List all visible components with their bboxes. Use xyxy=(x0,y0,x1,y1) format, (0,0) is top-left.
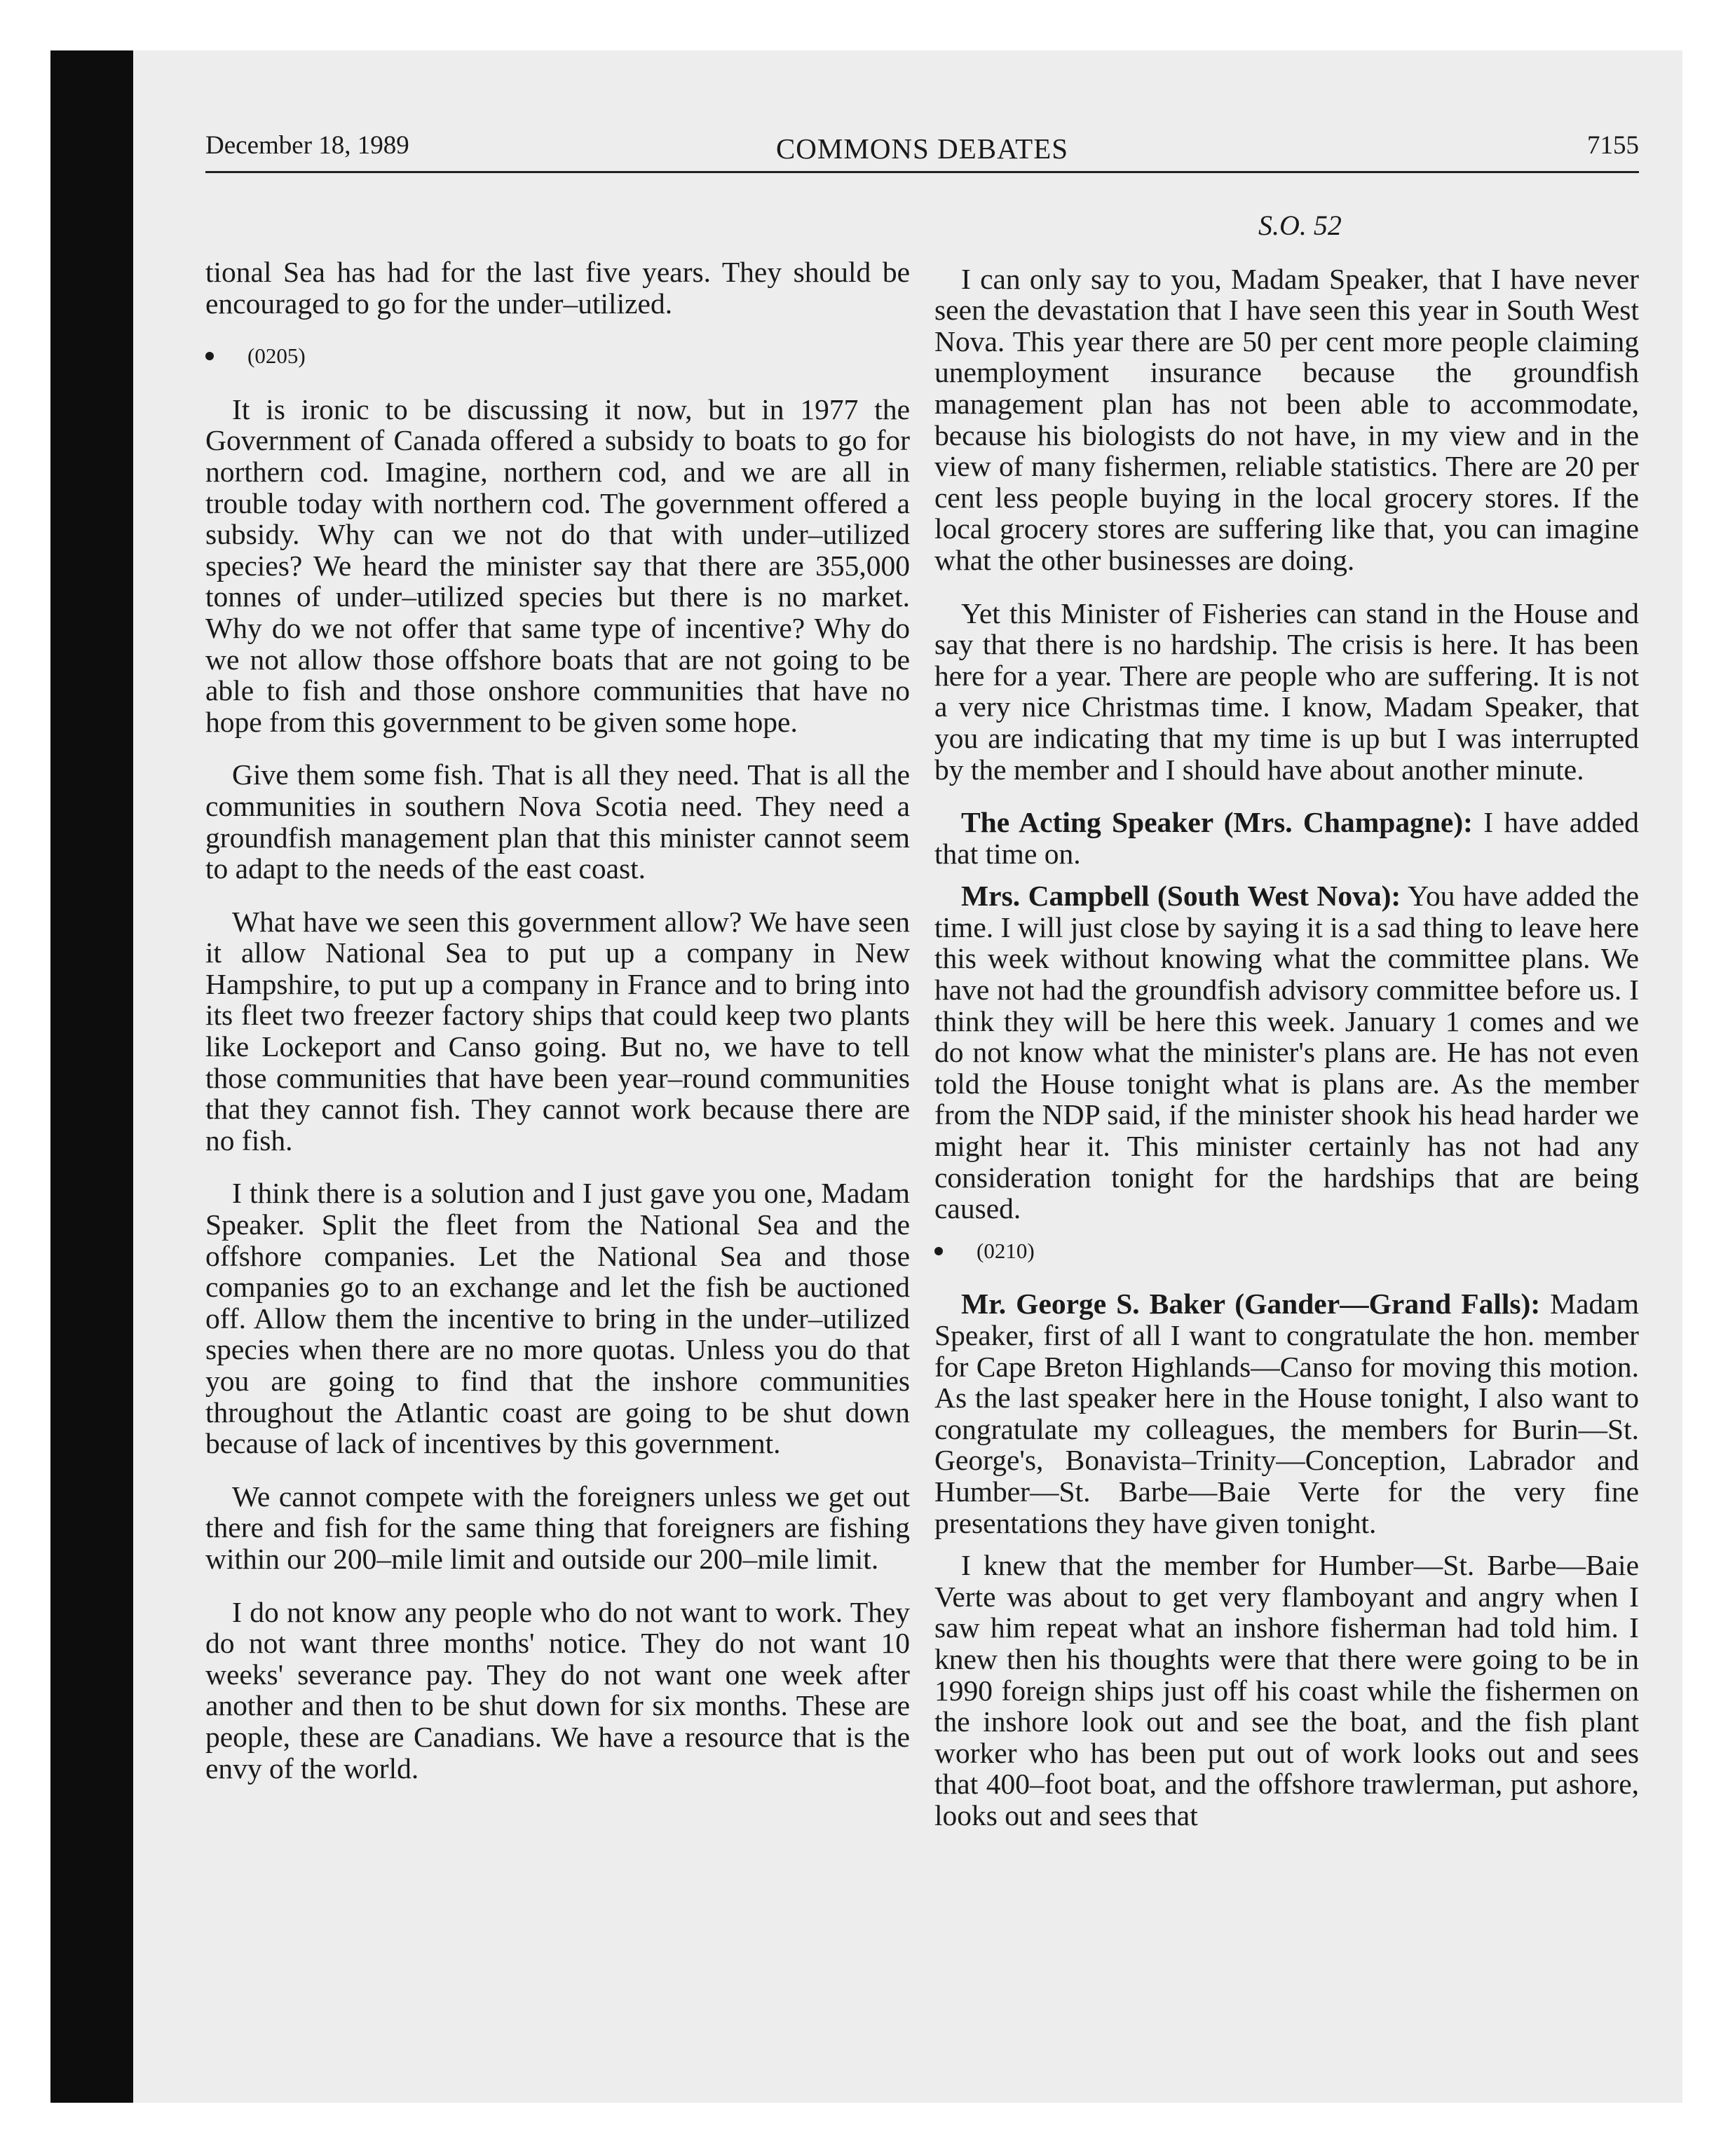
speaker-text: Madam Speaker, first of all I want to congratulate the hon. member for Cape Breton Highlands—Canso for moving this motion. As the last speaker here in the House tonight, I also want to congratulate my colleagues, the members for Burin—St. George's, Bonavista–Trinity—Conception, Labrador and Humber—St. Barbe—Baie Verte for the very fine presentations they have given tonight. xyxy=(934,1288,1639,1539)
right-column xyxy=(934,210,1639,1853)
bullet-icon xyxy=(205,352,214,360)
header-page-number: 7155 xyxy=(1587,131,1639,160)
paragraph: I do not know any people who do not want to work. They do not want three months' notice. They do not want 10 weeks' severance pay. They do not want one week after another and then to be shut down for six months. These are people, these are Canadians. We have a resource that is the envy of the world. xyxy=(205,1595,910,1785)
timestamp-marker xyxy=(934,1236,1639,1267)
paragraph: It is ironic to be discussing it now, but in 1977 the Government of Canada offered a subsidy to boats to go for northern cod. Imagine, northern cod, and we are all in trouble today with northern cod. The government offered a subsidy. Why can we not do that with under–utilized species? We heard the minister say that there are 355,000 tonnes of under–utilized species but there is no market. Why do we not offer that same type of incentive? Why do we not allow those offshore boats that are not going to be able to fish and those onshore communities that have no hope from this government to be given some hope. xyxy=(205,393,910,738)
paragraph: I knew that the member for Humber—St. Barbe—Baie Verte was about to get very flamboyant and angry when I saw him repeat what an inshore fisherman had told him. I knew then his thoughts were that there were going to be in 1990 foreign ships just off his coast while the fishermen on the inshore look out and see the boat, and the fish plant worker who has been put out of work looks out and sees that 400–foot boat, and the offshore trawlerman, put ashore, looks out and sees that xyxy=(934,1549,1639,1831)
timestamp-text: (0205) xyxy=(247,343,306,369)
speaker-name: Mrs. Campbell (South West Nova): xyxy=(961,880,1401,913)
left-column xyxy=(205,257,910,1806)
speaker-paragraph xyxy=(934,1288,1639,1538)
paragraph: I can only say to you, Madam Speaker, that I have never seen the devastation that I have seen this year in South West Nova. This year there are 50 per cent more people claiming unemployment insurance because the groundfish management plan has not been able to accommodate, because his biologists do not have, in my view and in the view of many fishermen, reliable statistics. There are 20 per cent less people buying in the local grocery stores. If the local grocery stores are suffering like that, you can imagine what the other businesses are doing. xyxy=(934,262,1639,576)
page-header xyxy=(205,125,1639,173)
timestamp-marker xyxy=(205,341,910,372)
paragraph: Yet this Minister of Fisheries can stand in the House and say that there is no hardship. The crisis is here. It has been here for a year. There are people who are suffering. It is not a very nice Christmas time. I know, Madam Speaker, that you are indicating that my time is up but I was interrupted by the member and I should have about another minute. xyxy=(934,596,1639,786)
speaker-text: You have added the time. I will just close by saying it is a sad thing to leave here this week without knowing what the committee plans. We have not had the groundfish advisory committee before us. I think they will be here this week. January 1 comes and we do not know what the minister's plans are. He has not even told the House tonight what is plans are. As the member from the NDP said, if the minister shook his head harder we might hear it. This minister certainly has not had any consideration tonight for the hardships that are being caused. xyxy=(934,880,1640,1225)
paragraph: Give them some fish. That is all they need. That is all the communities in southern Nova Scotia need. They need a groundfish management plan that this minister cannot seem to adapt to the needs of the east coast. xyxy=(205,758,910,885)
paragraph: tional Sea has had for the last five years. They should be encouraged to go for the under–utilized. xyxy=(205,256,910,320)
timestamp-text: (0210) xyxy=(977,1238,1035,1263)
paragraph: I think there is a solution and I just gave you one, Madam Speaker. Split the fleet from the National Sea and the offshore companies. Let the National Sea and those companies go to an exchange and let the fish be auctioned off. Allow them the incentive to bring in the under–utilized species when there are no more quotas. Unless you do that you are going to find that the inshore communities throughout the Atlantic coast are going to be shut down because of lack of incentives by this government. xyxy=(205,1177,910,1460)
section-label: S.O. 52 xyxy=(1258,210,1342,241)
binding-shadow xyxy=(50,50,133,2103)
paragraph: What have we seen this government allow? We have seen it allow National Sea to put up a company in New Hampshire, to put up a company in France and to bring into its fleet two freezer factory ships that could keep two plants like Lockeport and Canso going. But no, we have to tell those communities that have been year–round communities that they cannot fish. They cannot work because there are no fish. xyxy=(205,905,910,1157)
speaker-paragraph xyxy=(934,807,1639,869)
bullet-icon xyxy=(934,1247,943,1255)
speaker-text: I have added that time on. xyxy=(934,806,1639,870)
speaker-name: Mr. George S. Baker (Gander—Grand Falls): xyxy=(961,1288,1541,1321)
header-date: December 18, 1989 xyxy=(205,131,409,160)
speaker-paragraph xyxy=(934,880,1639,1224)
speaker-name: The Acting Speaker (Mrs. Champagne): xyxy=(961,806,1473,839)
header-publication-title: COMMONS DEBATES xyxy=(775,132,1069,165)
paragraph: We cannot compete with the foreigners unless we get out there and fish for the same thing that foreigners are fishing within our 200–mile limit and outside our 200–mile limit. xyxy=(205,1480,910,1575)
